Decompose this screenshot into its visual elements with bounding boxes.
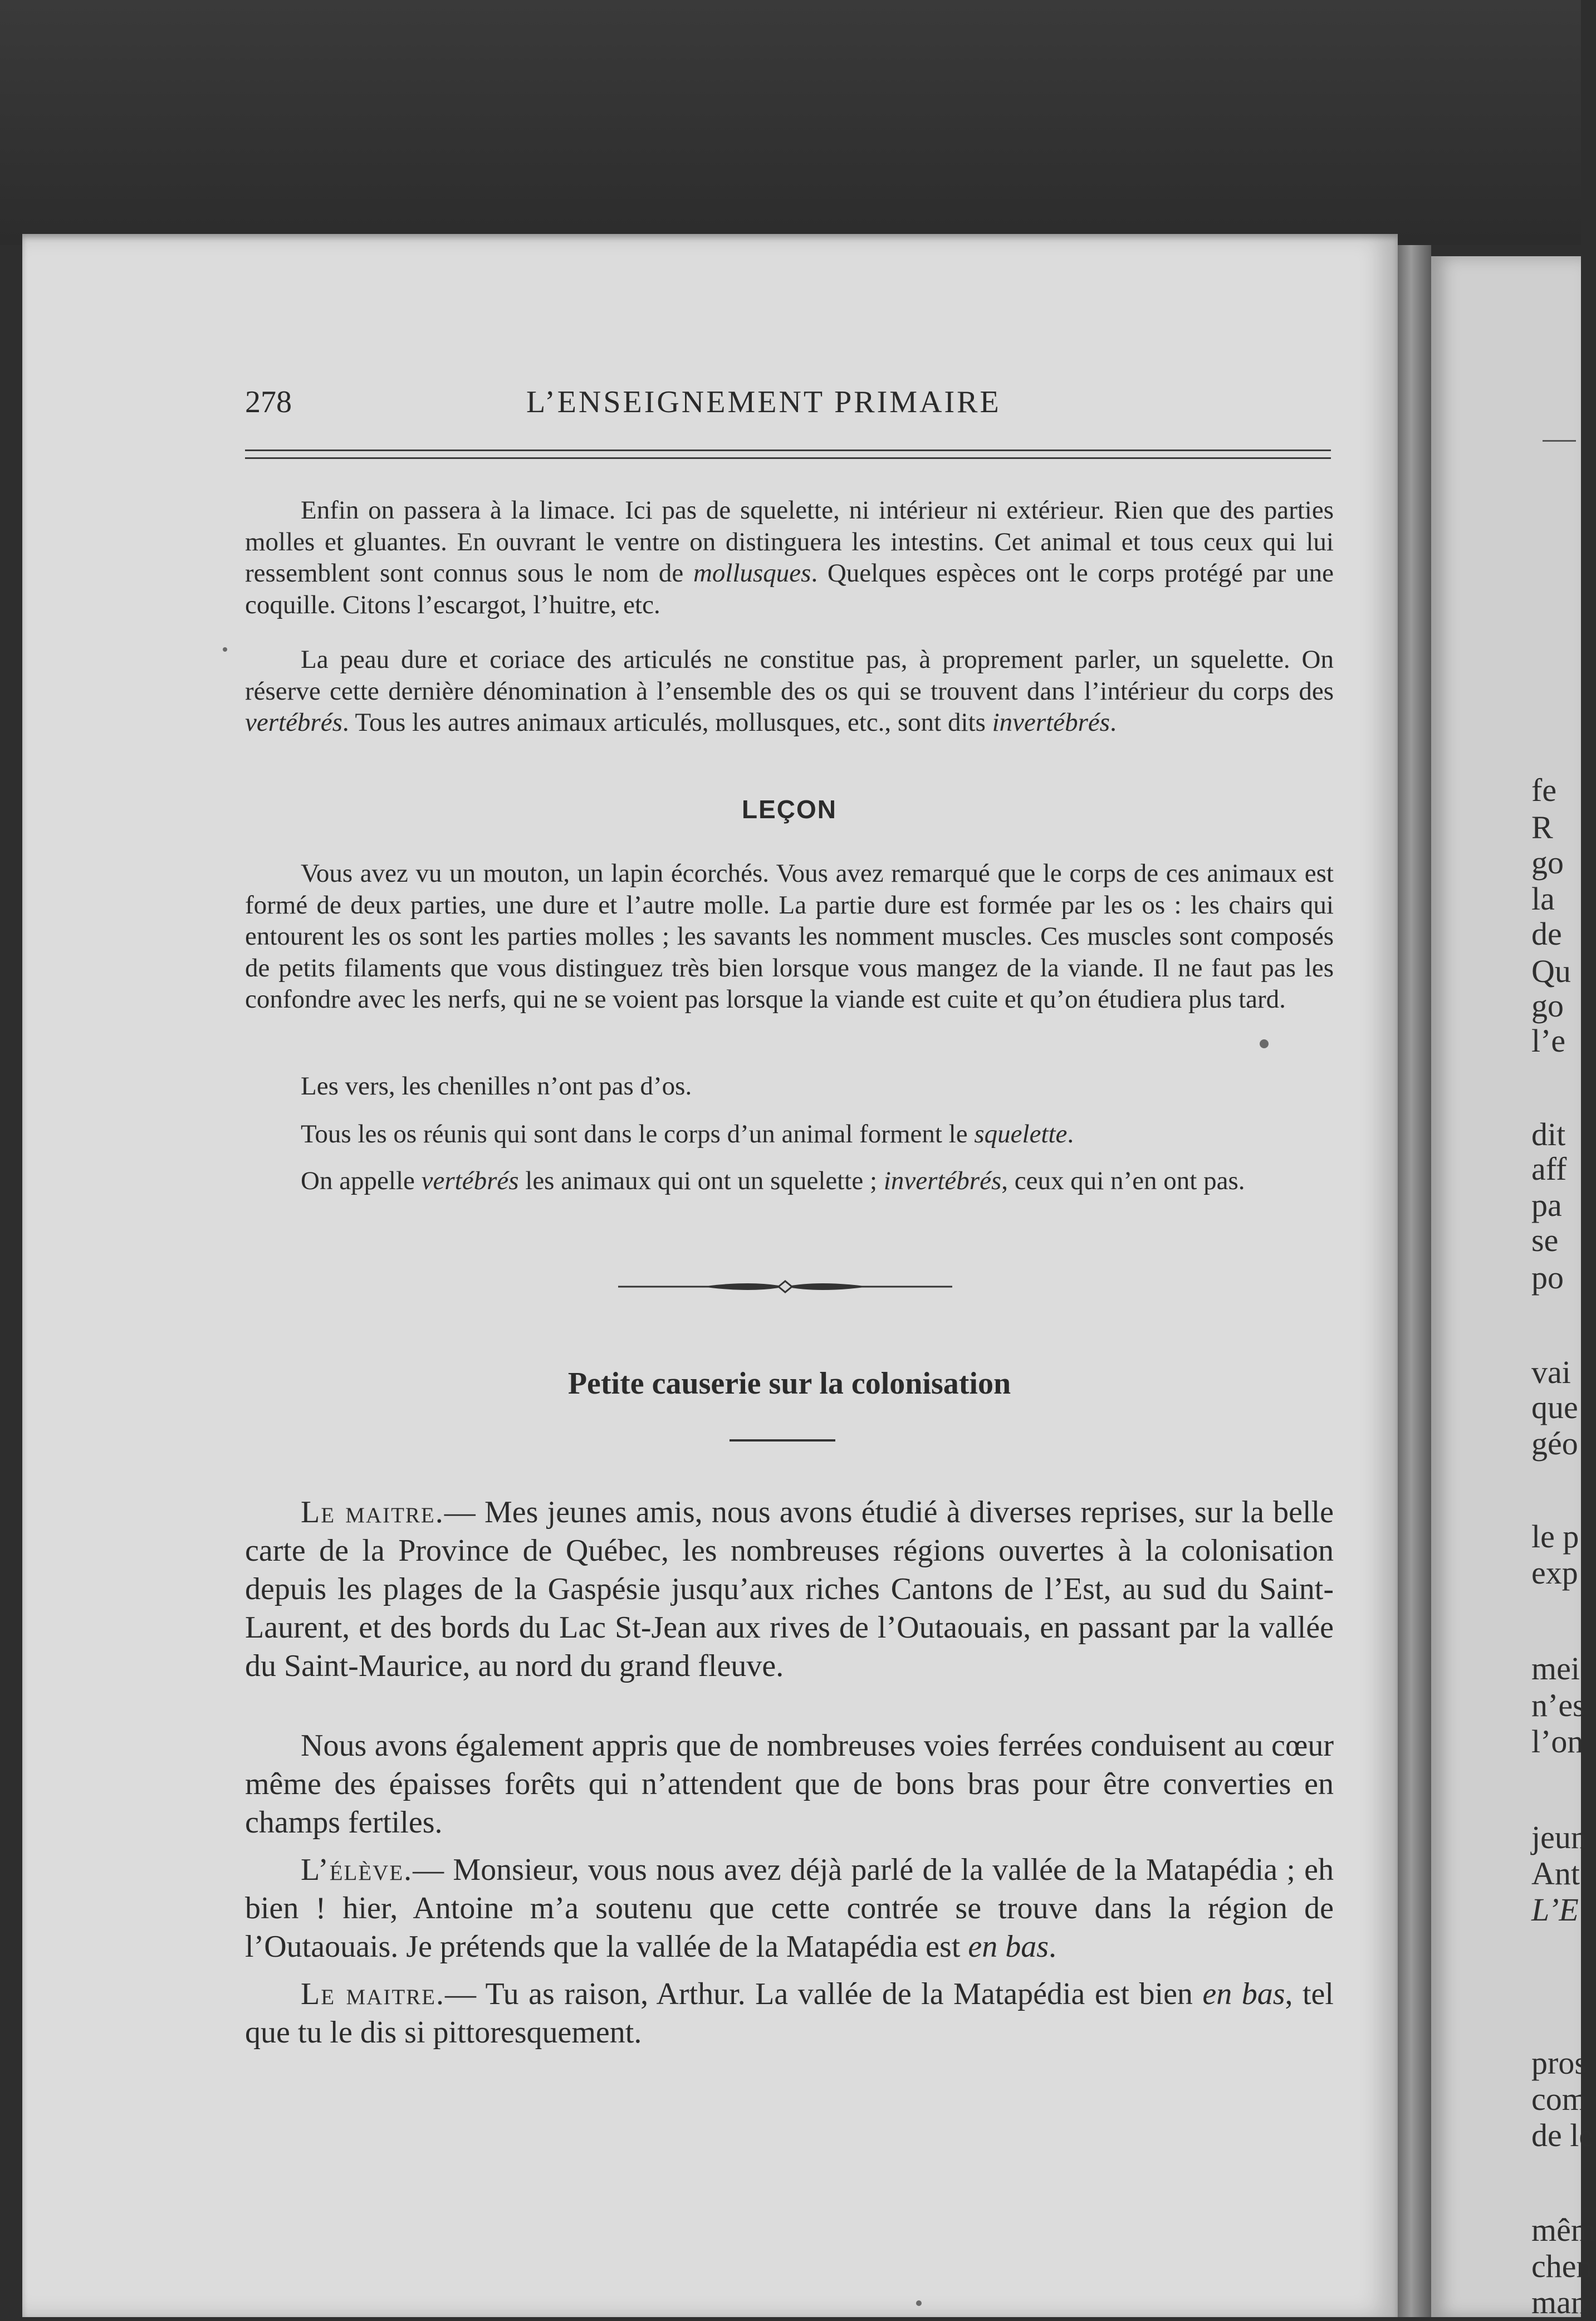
facing-page-fragment: le p [1531,1518,1579,1555]
dialogue-paragraph: L’élève.— Monsieur, vous nous avez déjà parlé de la vallée de la Matapédia ; eh bien ! hier, Antoine m’a soutenu que cette contrée se trouve dans la région de l’Outaouais. Je prétends que la vallée de la Matapédia est en bas. [245,1853,1334,1964]
ink-speck [223,647,227,652]
dialogue-paragraph: Le maitre.— Mes jeunes amis, nous avons étudié à diverses reprises, sur la belle carte de la Province de Québec, les nombreuses régions ouvertes à la colonisation depuis les plages de la Gaspésie jusqu’aux riches Cantons de l’Est, au sud du Saint-Laurent, et des bords du Lac St-Jean aux rives de l’Outaouais, en passant par la vallée du Saint-Maurice, au nord du grand fleuve. [245,1495,1334,1683]
speaker-label: L’élève. [301,1853,413,1887]
section-title: Petite causerie sur la colonisation [567,1366,1011,1401]
facing-page-fragment: mei [1531,1650,1580,1687]
ink-speck [1260,1039,1269,1048]
facing-page-fragment: go [1531,988,1564,1024]
lesson-paragraph: Les vers, les chenilles n’ont pas d’os. [301,1072,692,1101]
facing-page-fragment: dit [1531,1116,1566,1152]
facing-page-fragment: géo [1531,1425,1578,1462]
lesson-heading: LEÇON [742,795,837,824]
facing-page [1431,256,1596,2320]
dialogue-paragraph: Nous avons également appris que de nombreuses voies ferrées conduisent au cœur même des épaisses forêts qui n’attendent que de bons bras pour être converties en champs fertiles. [245,1728,1334,1840]
facing-page-fragment: jeun [1531,1819,1587,1855]
facing-page-fragment: fe [1531,772,1557,808]
page-number: 278 [245,385,292,419]
intro-paragraph: Enfin on passera à la limace. Ici pas de squelette, ni intérieur ni extérieur. Rien que des parties molles et gluantes. En ouvrant le ventre on distinguera les intestins. Cet animal et tous ceux qui lui ressemblent sont connus sous le nom de mollusques. Quelques espèces ont le corps protégé par une coquille. Citons l’escargot, l’huitre, etc. [245,496,1334,619]
facing-page-fragment: la [1531,881,1555,917]
facing-page-fragment: l’e [1531,1023,1566,1059]
header-rule [245,457,1331,459]
facing-page-fragment: de le [1531,2117,1594,2153]
facing-page-fragment: mani [1531,2284,1596,2320]
dialogue-paragraph: Le maitre.— Tu as raison, Arthur. La vallée de la Matapédia est bien en bas, tel que tu le dis si pittoresquement. [245,1977,1334,2050]
speaker-label: Le maitre. [301,1977,445,2011]
facing-page-fragment: n’es [1531,1687,1585,1723]
facing-page-fragment: Ant [1531,1855,1580,1892]
scan-background [0,0,1581,245]
lesson-paragraph: On appelle vertébrés les animaux qui ont un squelette ; invertébrés, ceux qui n’en ont pas. [301,1166,1245,1195]
intro-paragraph: La peau dure et coriace des articulés ne constitue pas, à proprement parler, un squelette. On réserve cette dernière dénomination à l’ensemble des os qui se trouvent dans l’intérieur du corps des vertébrés. Tous les autres animaux articulés, mollusques, etc., sont dits invertébrés. [245,645,1334,737]
facing-page-fragment: exp [1531,1555,1578,1591]
facing-page-fragment: L’E [1531,1892,1579,1928]
section-ornament [618,1276,952,1298]
lesson-paragraph: Vous avez vu un mouton, un lapin écorchés. Vous avez remarqué que le corps de ces animaux est formé de deux parties, une dure et l’autre molle. La partie dure est formée par les os : les chairs qui entourent les os sont les parties molles ; les savants les nomment muscles. Ces muscles sont composés de petits filaments que vous distinguez très bien lorsque vous mangez de la viande. Il ne faut pas les confondre avec les nerfs, qui ne se voient pas lorsque la viande est cuite et qu’on étudiera plus tard. [245,859,1334,1014]
facing-page-fragment: com [1531,2081,1587,2117]
facing-page-fragment: R [1531,809,1553,846]
facing-page-rule [1543,440,1576,442]
running-title: L’ENSEIGNEMENT PRIMAIRE [526,385,1001,419]
ink-speck [916,2300,922,2306]
facing-page-fragment: chen [1531,2248,1593,2284]
header-rule [245,449,1331,451]
facing-page-fragment: vai [1531,1354,1571,1390]
facing-page-fragment: Qu [1531,953,1571,989]
facing-page-fragment: que [1531,1389,1578,1425]
facing-page-fragment: l’on [1531,1723,1584,1760]
facing-page-fragment: pa [1531,1187,1562,1223]
facing-page-fragment: aff [1531,1151,1567,1187]
facing-page-fragment: mêm [1531,2212,1596,2248]
facing-page-fragment: se [1531,1222,1559,1258]
facing-page-fragment: pros [1531,2045,1587,2081]
book-gutter [1398,245,1431,2317]
facing-page-fragment: po [1531,1259,1564,1296]
facing-page-fragment: go [1531,844,1564,881]
title-rule [730,1439,835,1442]
facing-page-fragment: de [1531,916,1562,952]
lesson-paragraph: Tous les os réunis qui sont dans le corps d’un animal forment le squelette. [301,1120,1074,1149]
speaker-label: Le maitre. [301,1495,444,1530]
